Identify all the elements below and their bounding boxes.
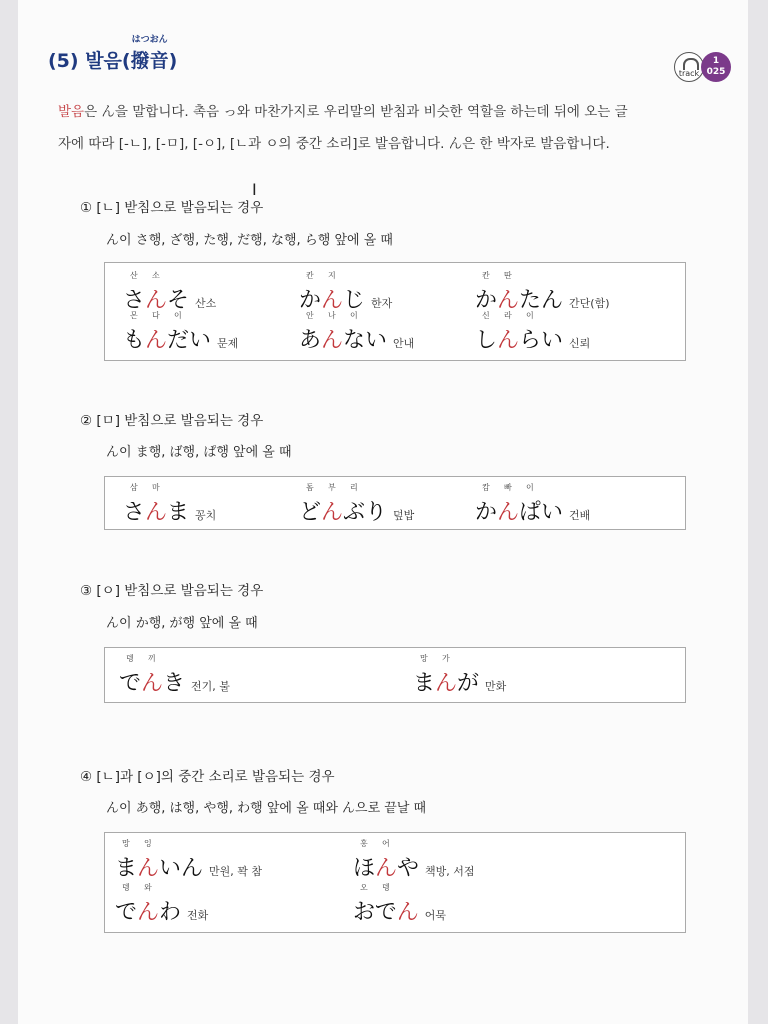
n-character: ん (137, 856, 160, 881)
intro-paragraph: 발음은 ん을 말합니다. 촉음 っ와 마찬가지로 우리말의 받침과 비슷한 역할을 하는데 뒤에 오는 글 자에 따라 [-ㄴ], [-ㅁ], [-ㅇ], [ㄴ과 ㅇ의 중간 소리]로 발음합니다. ん은 한 박자로 발음합니다. (58, 104, 628, 152)
japanese-word: でんわ (115, 900, 182, 925)
example-word: 망 잉 まんいん 만원, 꽉 참 (115, 839, 263, 881)
japanese-word: おでん (353, 900, 419, 925)
japanese-word: あんない (299, 328, 388, 353)
n-character: ん (435, 671, 458, 696)
section-4-heading: ④ [ㄴ]과 [ㅇ]의 중간 소리로 발음되는 경우 (80, 769, 335, 785)
n-character: ん (497, 328, 520, 353)
n-character: ん (145, 328, 168, 353)
n-character: ん (141, 671, 164, 696)
example-word: 망 가 まんが 만화 (413, 654, 507, 696)
n-character: ん (497, 288, 520, 313)
japanese-word: さんま (123, 500, 190, 525)
example-word: 오 뎅 おでん 어묵 (353, 883, 447, 925)
example-word: 홍 어 ほんや 책방, 서점 (353, 839, 475, 881)
section-2-condition: ん이 ま행, ば행, ぱ행 앞에 올 때 (106, 445, 292, 460)
section-2-heading: ② [ㅁ] 받침으로 발음되는 경우 (80, 413, 264, 429)
japanese-word: しんらい (475, 328, 564, 353)
japanese-word: もんだい (123, 328, 212, 353)
japanese-word: かんぱい (475, 500, 564, 525)
korean-meaning: 덮밥 (393, 509, 415, 522)
japanese-word: どんぶり (299, 500, 388, 525)
n-character: ん (145, 500, 168, 525)
korean-meaning: 건배 (569, 509, 591, 522)
section-3-examples (104, 647, 686, 703)
page (18, 0, 748, 1024)
title-ruby: はつおん (131, 35, 168, 45)
section-3-heading: ③ [ㅇ] 받침으로 발음되는 경우 (80, 583, 264, 599)
n-character: ん (396, 900, 419, 925)
example-word: 캄 빠 이 かんぱい 건배 (475, 483, 591, 525)
section-1-examples (104, 262, 686, 361)
korean-meaning: 산소 (195, 297, 217, 310)
n-character: ん (321, 500, 344, 525)
korean-meaning: 책방, 서점 (425, 865, 475, 878)
japanese-word: かんじ (299, 288, 366, 313)
korean-meaning: 꽁치 (195, 509, 217, 522)
korean-meaning: 만화 (485, 680, 507, 693)
japanese-word: でんき (119, 671, 186, 696)
example-word: 칸 지 かんじ 한자 (299, 271, 393, 313)
korean-meaning: 문제 (217, 337, 239, 350)
korean-meaning: 간단(함) (569, 297, 610, 310)
japanese-word: まんが (413, 671, 480, 696)
track-number-badge: 1 025 (701, 52, 731, 82)
intro-highlight: 발음 (58, 104, 85, 120)
title-kanji: はつおん 撥音 (131, 46, 169, 73)
example-word: 안 나 이 あんない 안내 (299, 311, 415, 353)
n-character: ん (137, 900, 160, 925)
korean-meaning: 신뢰 (569, 337, 591, 350)
page-title: (5) 발음( はつおん 撥音) (48, 46, 177, 73)
text-cursor-icon: I (252, 180, 257, 199)
track-audio-button[interactable] (674, 52, 734, 82)
example-word: 뎅 와 でんわ 전화 (115, 883, 209, 925)
title-label: (5) 발음( (48, 50, 131, 72)
japanese-word: さんそ (123, 288, 190, 313)
japanese-word: まんいん (115, 856, 204, 881)
example-word: 뎅 끼 でんき 전기, 불 (119, 654, 230, 696)
korean-meaning: 안내 (393, 337, 415, 350)
japanese-word: ほんや (353, 856, 420, 881)
n-character: ん (321, 288, 344, 313)
example-word: 삼 마 さんま 꽁치 (123, 483, 217, 525)
n-character: ん (321, 328, 344, 353)
headphone-icon: track (674, 52, 704, 82)
section-4-examples (104, 832, 686, 933)
section-2-examples (104, 476, 686, 530)
example-word: 칸 딴 かんたん 간단(함) (475, 271, 610, 313)
n-character: ん (375, 856, 398, 881)
n-character: ん (497, 500, 520, 525)
korean-meaning: 어묵 (424, 909, 447, 922)
korean-meaning: 전기, 불 (191, 680, 230, 693)
example-word: 신 라 이 しんらい 신뢰 (475, 311, 591, 353)
korean-meaning: 전화 (187, 909, 209, 922)
korean-meaning: 한자 (371, 297, 393, 310)
n-character: ん (145, 288, 168, 313)
example-word: 몬 다 이 もんだい 문제 (123, 311, 239, 353)
example-word: 돔 부 리 どんぶり 덮밥 (299, 483, 415, 525)
korean-meaning: 만원, 꽉 참 (209, 865, 263, 878)
section-1-heading: ① [ㄴ] 받침으로 발음되는 경우 (80, 200, 264, 216)
section-1-condition: ん이 さ행, ざ행, た행, だ행, な행, ら행 앞에 올 때 (106, 233, 393, 248)
japanese-word: かんたん (475, 288, 564, 313)
section-4-condition: ん이 あ행, は행, や행, わ행 앞에 올 때와 ん으로 끝날 때 (106, 801, 427, 816)
example-word: 산 소 さんそ 산소 (123, 271, 217, 313)
section-3-condition: ん이 か행, が행 앞에 올 때 (106, 616, 258, 631)
